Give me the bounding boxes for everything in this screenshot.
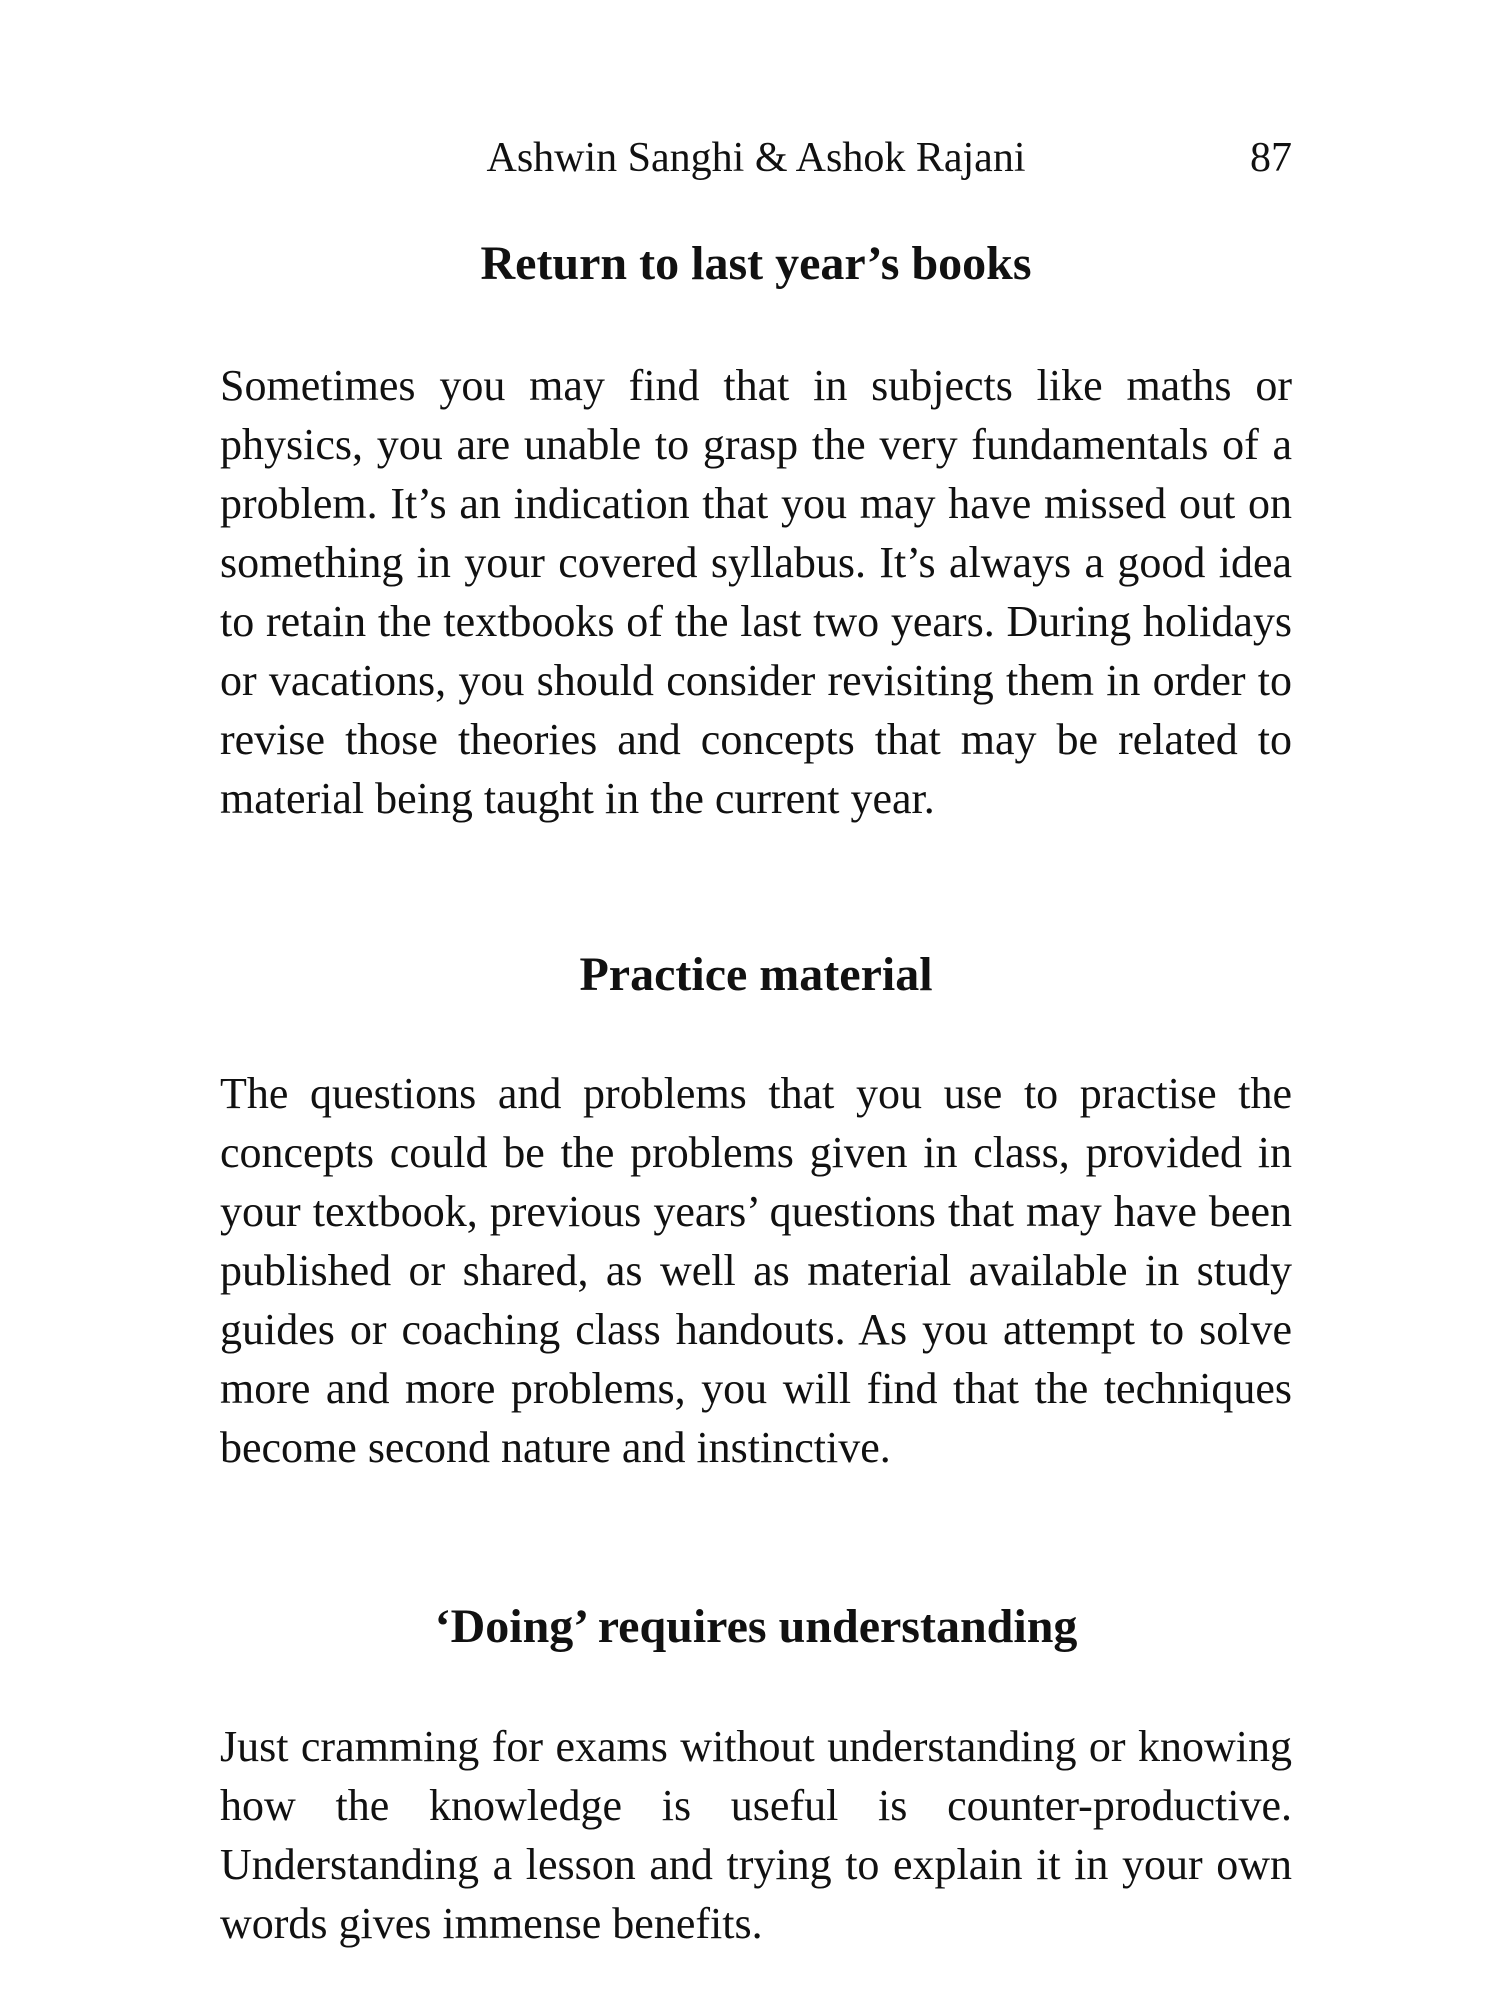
- section-body-return-to-last-years-books: Sometimes you may find that in subjects like maths or physics, you are unable to grasp the very fundamentals of a problem. It’s an indication that you may have missed out on something in your covered syllabus. It’s always a good idea to retain the textbooks of the last two years. During holidays or vacations, you should consider revisiting them in order to revise those theories and concepts that may be related to material being taught in the current year.: [220, 361, 1292, 823]
- page-number: 87: [1250, 135, 1292, 181]
- running-head-author: Ashwin Sanghi & Ashok Rajani: [486, 135, 1026, 181]
- section-body-practice-material: The questions and problems that you use to practise the concepts could be the problems given in class, provided in your textbook, previous years’ questions that may have been published or shared, as well as material available in study guides or coaching class handouts. As you attempt to solve more and more problems, you will find that the techniques become second nature and instinctive.: [220, 1069, 1292, 1472]
- section-heading-doing-requires-understanding: ‘Doing’ requires understanding: [434, 1600, 1078, 1653]
- section-body-doing-requires-understanding: Just cramming for exams without understanding or knowing how the knowledge is useful is counter-productive. Understanding a lesson and trying to explain it in your own words gives immense benefits.: [220, 1722, 1292, 1948]
- section-heading-return-to-last-years-books: Return to last year’s books: [480, 237, 1032, 290]
- running-header: [220, 128, 1292, 188]
- section-heading-practice-material: Practice material: [579, 948, 933, 1001]
